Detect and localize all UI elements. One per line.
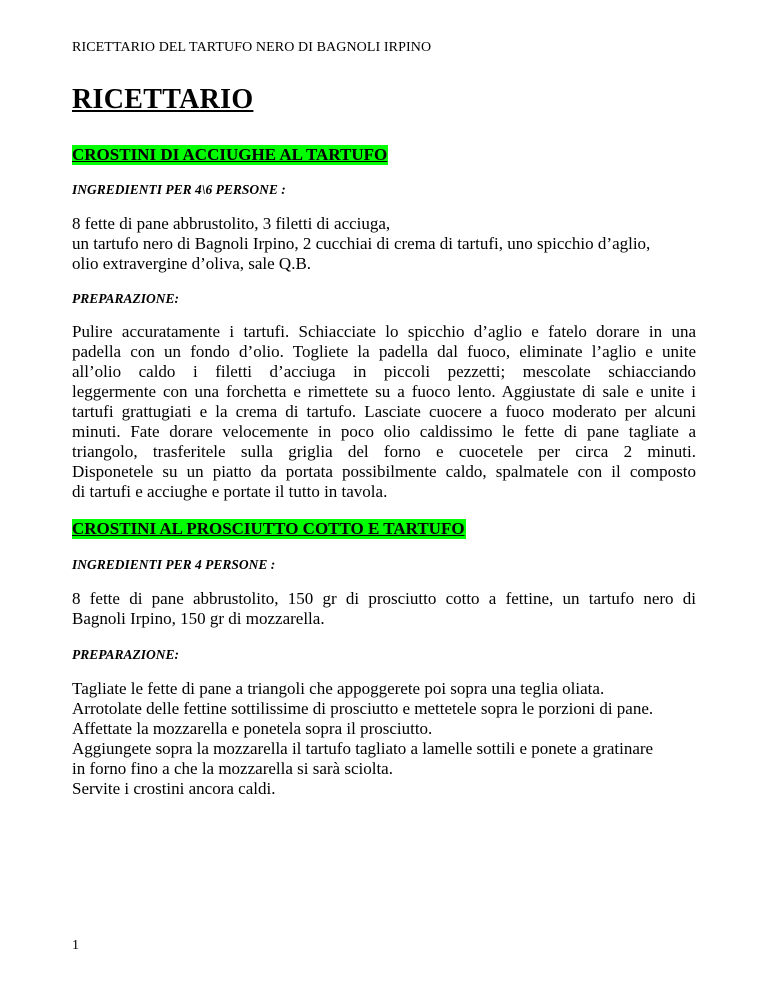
text-line: padella con un fondo d’olio. Togliete la padella dal fuoco, eliminate l’aglio e unite bbox=[72, 342, 696, 361]
recipe-title: CROSTINI AL PROSCIUTTO COTTO E TARTUFO bbox=[72, 519, 465, 538]
text-line: leggermente con una forchetta e rimettete su a fuoco lento. Aggiustate di sale e unite i bbox=[72, 382, 696, 401]
text-line: in forno fino a che la mozzarella si sarà sciolta. bbox=[72, 759, 393, 778]
text-line: triangolo, trasferitele sulla griglia del forno e cuocetele per circa 2 minuti. bbox=[72, 442, 696, 461]
text-line: Arrotolate delle fettine sottilissime di prosciutto e mettetele sopra le porzioni di pane. bbox=[72, 699, 654, 718]
page-number: 1 bbox=[72, 938, 79, 953]
text-line: di tartufi e acciughe e portate il tutto in tavola. bbox=[72, 482, 388, 501]
text-line: Disponetele su un piatto da portata possibilmente caldo, spalmatele con il composto bbox=[72, 462, 696, 481]
preparation-label: PREPARAZIONE: bbox=[72, 647, 180, 662]
text-line: 8 fette di pane abbrustolito, 150 gr di prosciutto cotto a fettine, un tartufo nero di bbox=[72, 589, 696, 608]
text-line: Bagnoli Irpino, 150 gr di mozzarella. bbox=[72, 609, 325, 628]
text-line: Servite i crostini ancora caldi. bbox=[72, 779, 276, 798]
text-line: Tagliate le fette di pane a triangoli che appoggerete poi sopra una teglia oliata. bbox=[72, 679, 605, 698]
ingredients-text bbox=[72, 214, 696, 274]
recipe-title: CROSTINI DI ACCIUGHE AL TARTUFO bbox=[72, 145, 388, 164]
preparation-text bbox=[72, 322, 696, 502]
document-title: RICETTARIO bbox=[72, 84, 254, 115]
text-line: minuti. Fate dorare velocemente in poco olio caldissimo le fette di pane tagliate a bbox=[72, 422, 696, 441]
text-line: Pulire accuratamente i tartufi. Schiacciate lo spicchio d’aglio e fatelo dorare in una bbox=[72, 322, 696, 341]
text-line: 8 fette di pane abbrustolito, 3 filetti di acciuga, bbox=[72, 214, 391, 233]
preparation-label: PREPARAZIONE: bbox=[72, 291, 180, 306]
preparation-text bbox=[72, 679, 696, 799]
running-header: RICETTARIO DEL TARTUFO NERO DI BAGNOLI IRPINO bbox=[72, 40, 432, 55]
document-page bbox=[72, 0, 696, 994]
text-line: tartufi grattugiati e la crema di tartufo. Lasciate cuocere a fuoco moderato per alcuni bbox=[72, 402, 696, 421]
ingredients-label: INGREDIENTI PER 4\6 PERSONE : bbox=[72, 182, 286, 197]
ingredients-label: INGREDIENTI PER 4 PERSONE : bbox=[72, 557, 276, 572]
text-line: un tartufo nero di Bagnoli Irpino, 2 cucchiai di crema di tartufi, uno spicchio d’aglio, bbox=[72, 234, 651, 253]
ingredients-text bbox=[72, 589, 696, 629]
text-line: Aggiungete sopra la mozzarella il tartufo tagliato a lamelle sottili e ponete a gratinare bbox=[72, 739, 654, 758]
text-line: all’olio caldo i filetti d’acciuga in piccoli pezzetti; mescolate schiacciando bbox=[72, 362, 696, 381]
text-line: olio extravergine d’oliva, sale Q.B. bbox=[72, 254, 312, 273]
text-line: Affettate la mozzarella e ponetela sopra il prosciutto. bbox=[72, 719, 433, 738]
